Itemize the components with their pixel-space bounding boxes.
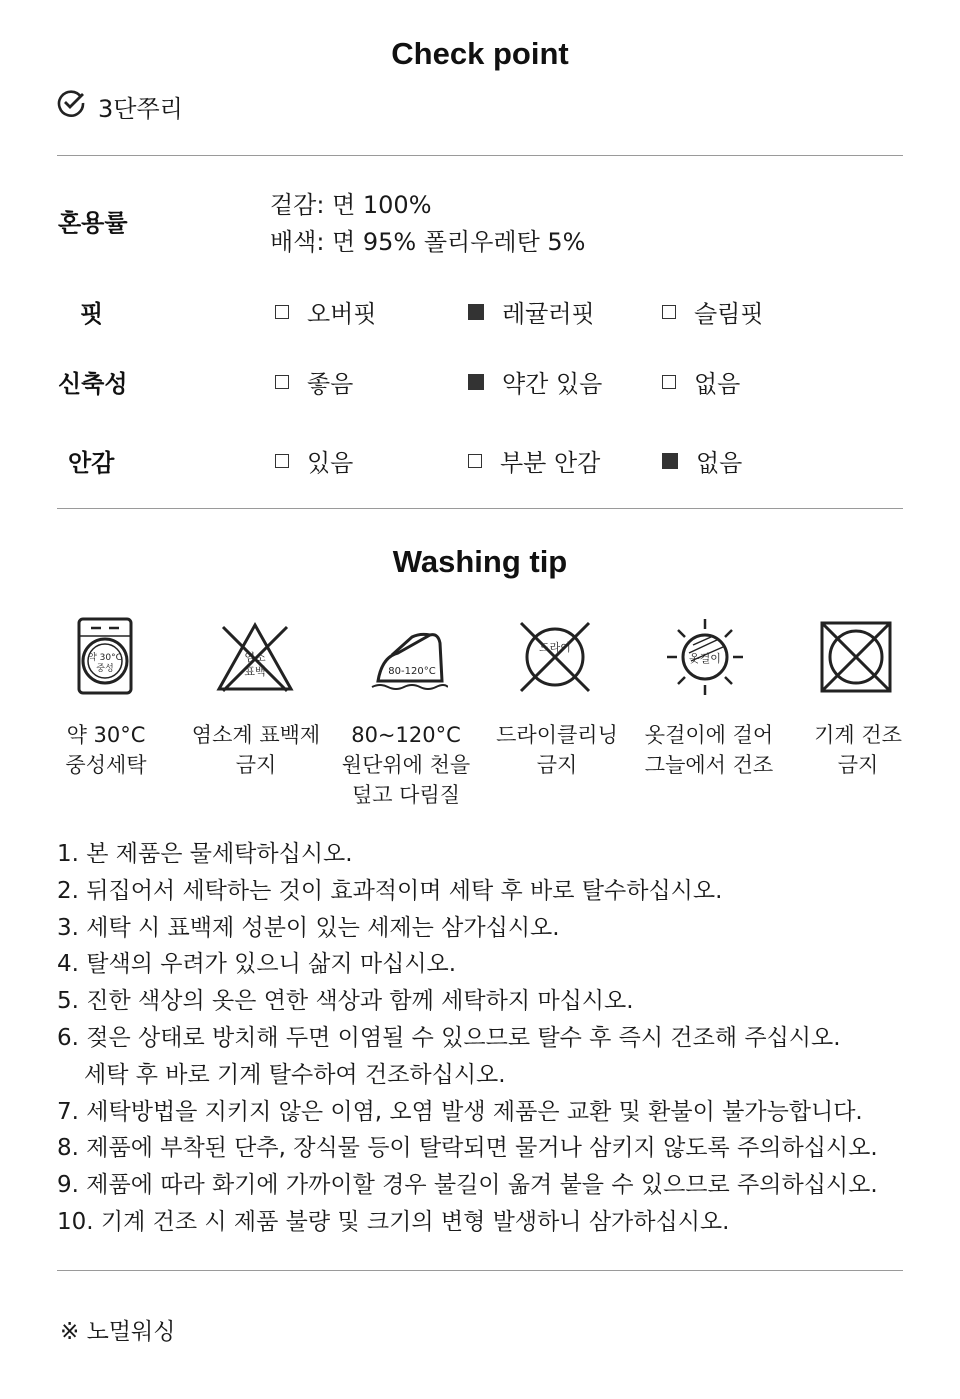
note-item: 1. 본 제품은 물세탁하십시오. [57, 841, 353, 867]
lining-label: 안감 [68, 449, 115, 477]
stretch-option-none [657, 364, 740, 399]
checkbox-unchecked-icon [662, 375, 676, 389]
caption-line: 드라이클리닝 [496, 723, 618, 747]
lining-option-partial [463, 443, 600, 478]
checkbox-checked-icon [468, 304, 484, 320]
wash-caption [321, 720, 491, 810]
washing-machine-icon [55, 612, 155, 702]
option-label: 약간 있음 [502, 370, 603, 398]
caption-line: 기계 건조 [814, 723, 902, 747]
checkbox-unchecked-icon [275, 454, 289, 468]
caption-line: 옷걸이에 걸어 [644, 723, 774, 747]
washing-tip-title: Washing tip [392, 544, 568, 579]
no-dry-clean-icon [505, 612, 605, 702]
check-point-item-label: 3단쭈리 [98, 94, 183, 123]
note-item: 5. 진한 색상의 옷은 연한 색상과 함께 세탁하지 마십시오. [57, 988, 634, 1015]
check-circle-icon [56, 88, 86, 124]
fit-option-over [270, 294, 377, 329]
option-label: 좋음 [307, 370, 354, 398]
stretch-option-some [463, 364, 602, 399]
hang-dry-shade-icon [655, 612, 755, 702]
note-item: 10. 기계 건조 시 제품 불량 및 크기의 변형 발생하니 삼가하십시오. [57, 1208, 730, 1235]
option-label: 있음 [307, 449, 354, 477]
caption-line: 그늘에서 건조 [644, 753, 774, 777]
stretch-option-good [270, 364, 353, 399]
icon-text: 80-120°C [388, 666, 436, 677]
caption-line: 금지 [536, 753, 578, 777]
checkbox-unchecked-icon [275, 375, 289, 389]
icon-text: 중성 [96, 664, 114, 674]
divider-bottom [57, 1270, 903, 1271]
note-item: 2. 뒤집어서 세탁하는 것이 효과적이며 세탁 후 바로 탈수하십시오. [57, 877, 723, 904]
option-label: 부분 안감 [500, 449, 601, 477]
iron-icon [358, 612, 458, 702]
icon-text: 드라이 [539, 641, 571, 654]
caption-line: 중성세탁 [65, 753, 147, 777]
note-item-continued: 세탁 후 바로 기계 탈수하여 건조하십시오. [84, 1061, 506, 1088]
option-label: 슬림핏 [694, 300, 764, 328]
caption-line: 염소계 표백제 [191, 723, 321, 747]
divider-middle [57, 508, 903, 509]
caption-line: 금지 [235, 753, 277, 777]
note-item: 7. 세탁방법을 지키지 않은 이염, 오염 발생 제품은 교환 및 환불이 불가능합니다. [57, 1098, 863, 1125]
fit-option-regular [463, 294, 595, 329]
option-label: 레귤러핏 [502, 300, 595, 328]
wash-caption [472, 720, 642, 780]
icon-text: 옷걸이 [689, 652, 721, 665]
mix-label: 혼용률 [58, 209, 128, 237]
wash-caption [171, 720, 341, 780]
note-item: 6. 젖은 상태로 방치해 두면 이염될 수 있으므로 탈수 후 즉시 건조해 주십시오. [57, 1024, 841, 1051]
checkbox-unchecked-icon [468, 454, 482, 468]
option-label: 오버핏 [307, 300, 377, 328]
caption-line: 약 30°C [66, 723, 146, 747]
footer-note: ※ 노멀워싱 [60, 1319, 176, 1345]
no-tumble-dry-icon [806, 612, 906, 702]
note-item: 3. 세탁 시 표백제 성분이 있는 세제는 삼가십시오. [57, 914, 560, 941]
note-item: 8. 제품에 부착된 단추, 장식물 등이 탈락되면 물거나 삼키지 않도록 주의하십시오. [57, 1135, 878, 1162]
washing-notes-list [57, 836, 878, 1241]
option-label: 없음 [696, 449, 743, 477]
note-item: 4. 탈색의 우려가 있으니 삶지 마십시오. [57, 951, 457, 978]
caption-line: 금지 [837, 753, 879, 777]
icon-text: 약 30°C [88, 653, 122, 663]
checkbox-checked-icon [468, 374, 484, 390]
caption-line: 80~120°C [351, 723, 461, 747]
note-item: 9. 제품에 따라 화기에 가까이할 경우 불길이 옮겨 붙을 수 있으므로 주의하십시오. [57, 1172, 878, 1199]
divider-top [57, 155, 903, 156]
fit-label: 핏 [80, 300, 104, 328]
wash-caption [624, 720, 794, 780]
mix-line-trim: 배색: 면 95% 폴리우레탄 5% [270, 228, 586, 256]
no-bleach-icon [205, 612, 305, 702]
stretch-label: 신축성 [58, 370, 128, 398]
wash-caption [773, 720, 943, 780]
checkbox-unchecked-icon [662, 305, 676, 319]
check-point-title: Check point [391, 36, 569, 71]
lining-option-none [657, 443, 742, 478]
icon-text: 표백 [244, 665, 266, 678]
checkbox-unchecked-icon [275, 305, 289, 319]
icon-text: 염소 [244, 651, 266, 664]
lining-option-yes [270, 443, 353, 478]
option-label: 없음 [694, 370, 741, 398]
caption-line: 덮고 다림질 [351, 783, 461, 807]
checkbox-checked-icon [662, 453, 678, 469]
mix-line-outer: 겉감: 면 100% [270, 191, 432, 219]
wash-caption [21, 720, 191, 780]
check-point-item [56, 88, 183, 124]
caption-line: 원단위에 천을 [341, 753, 471, 777]
fit-option-slim [657, 294, 764, 329]
